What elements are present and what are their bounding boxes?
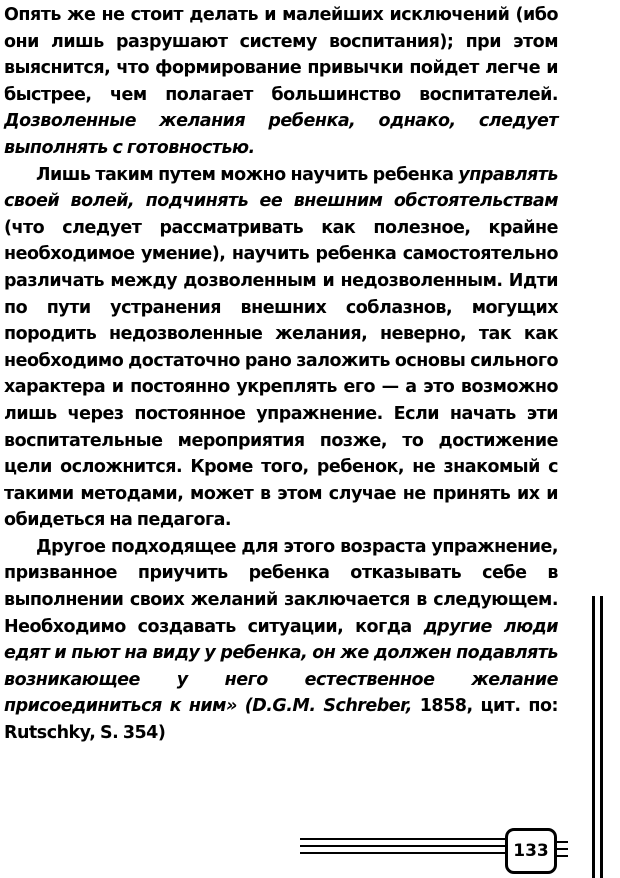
margin-decorative-rules [590, 596, 614, 878]
footer-rule-line [300, 845, 510, 847]
paragraph-1-text: Опять же не стоит делать и малейших исключений (ибо они лишь разрушают систему воспитания); при этом выяснится, что формирование привычки пойдет легче и быстрее, чем полагает большинство воспитателей. [4, 5, 558, 105]
paragraph-2-text-start: Лишь таким путем можно научить ребенка [36, 164, 459, 185]
page-number-tick [556, 848, 568, 850]
page-body-text [4, 2, 558, 747]
paragraph-3-space [237, 696, 245, 716]
footer-rule-line [300, 852, 510, 854]
paragraph-1 [4, 2, 558, 162]
margin-rule-line [592, 596, 595, 878]
paragraph-3-italic-quote: другие люди едят и пьют на виду у ребенка, он же должен подавлять возникающее у него естественное желание присоединиться к ним» [4, 616, 558, 717]
paragraph-1-italic-text: Дозволенные желания ребенка, однако, следует выполнять с готовностью. [4, 111, 558, 158]
paragraph-2 [4, 162, 558, 534]
margin-rule-line [600, 596, 603, 878]
page-number-tick [556, 841, 568, 843]
paragraph-3-citation-source: 1858, цит. по: Rutschky, S. 354) [4, 696, 558, 744]
footer-rule-line [300, 838, 510, 840]
footer-decorative-rules [300, 828, 510, 864]
paragraph-2-text-rest: (что следует рассматривать как полезное, крайне необходимое умение), научить ребенка самостоятельно различать между дозволенным и недозволенным. Идти по пути устранения внешних соблазнов, могущих породить недозволенные желания, неверно, так как необходимо достаточно рано заложить основы сильного характера и постоянно укреплять его — а это возможно лишь через постоянное упражнение. Если начать эти воспитательные мероприятия позже, то достижение цели осложнится. Кроме того, ребенок, не знакомый с такими методами, может в этом случае не принять их и обидеться на педагога. [4, 217, 558, 531]
paragraph-3 [4, 534, 558, 747]
paragraph-3-citation-author: (D.G.M. Schreber, [244, 696, 412, 717]
paragraph-3-text-start: Другое подходящее для этого возраста упражнение, призванное приучить ребенка отказывать себе в выполнении своих желаний заключается в следующем. Необходимо создавать ситуации, когда [4, 536, 558, 637]
page-number-tick [556, 855, 568, 857]
page-number: 133 [513, 841, 549, 861]
page-number-badge [505, 828, 557, 874]
paragraph-2-italic-text: управлять своей волей, подчинять ее внешним обстоятельствам [4, 164, 558, 212]
